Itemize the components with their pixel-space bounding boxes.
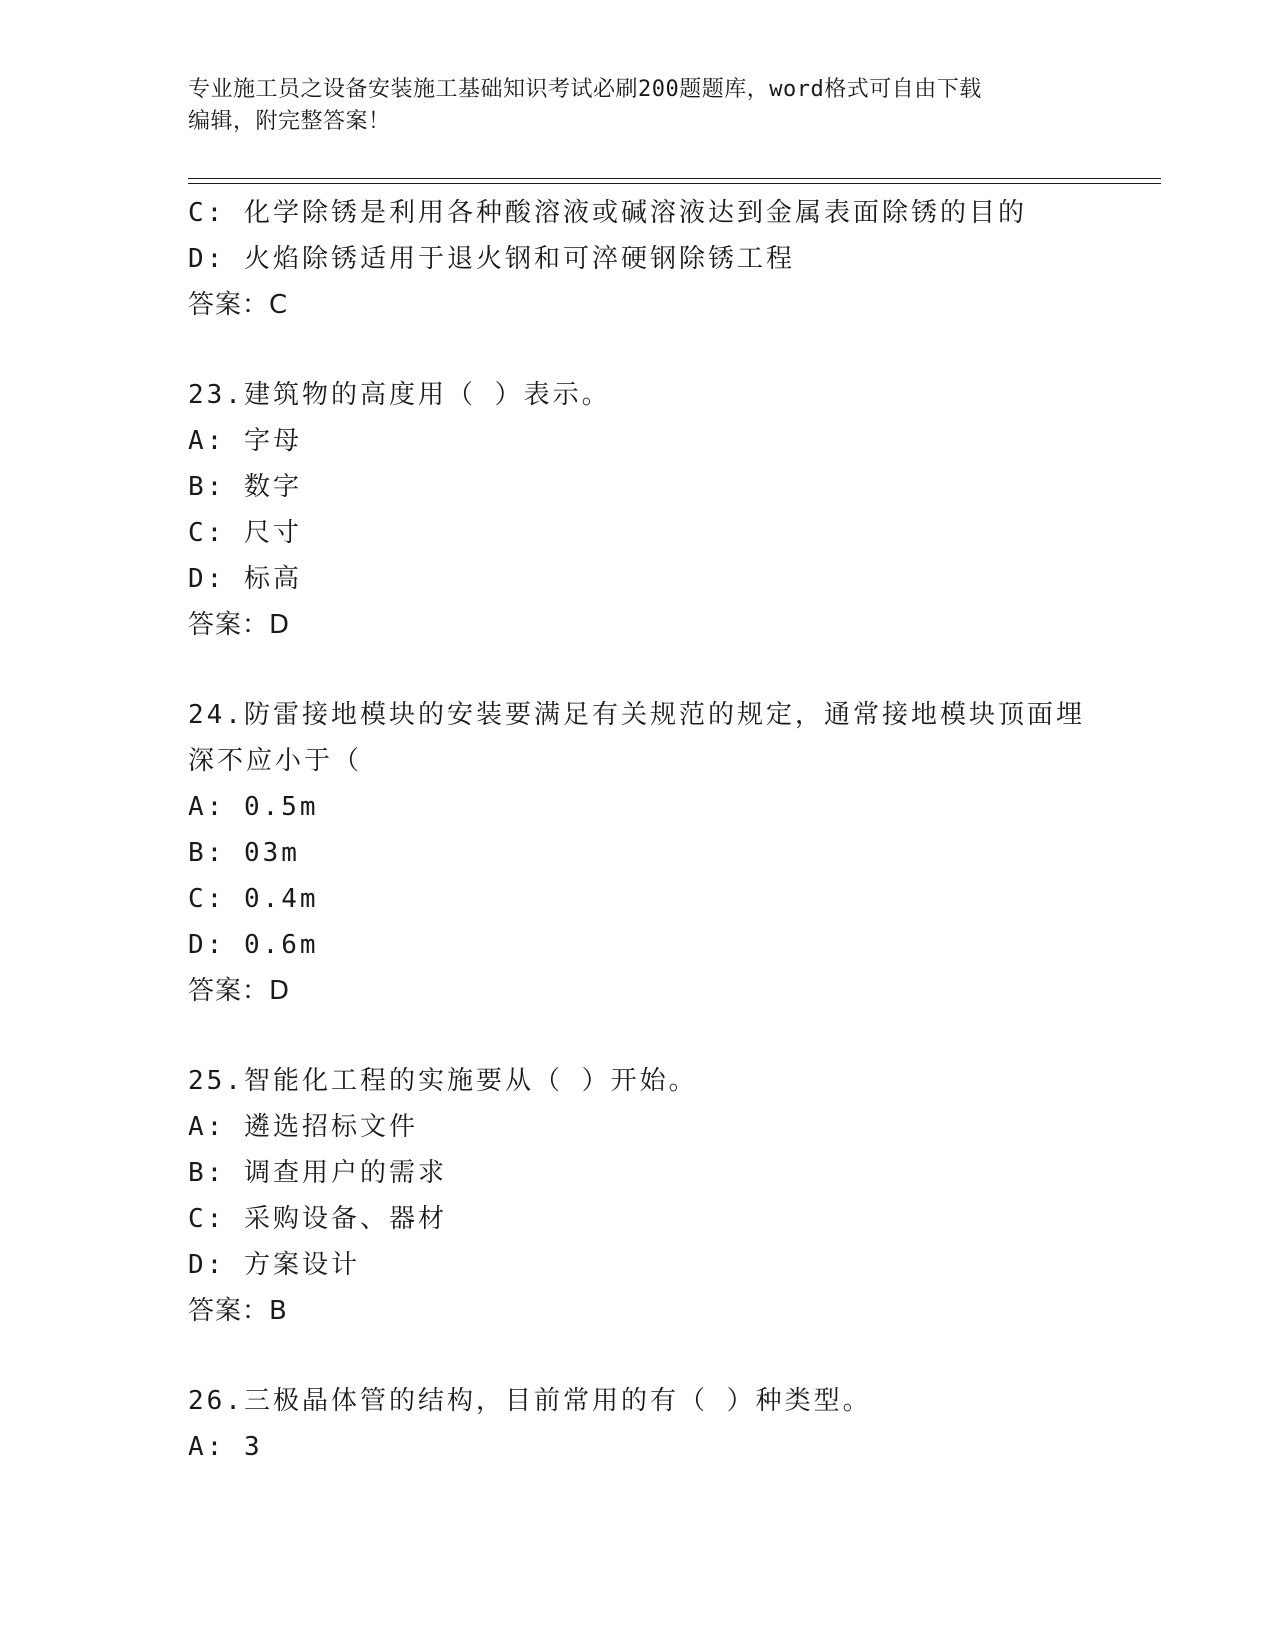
header-divider-top bbox=[188, 178, 1161, 179]
question-26 bbox=[188, 1378, 1088, 1470]
option-d: D: 0.6m bbox=[188, 930, 319, 960]
question-text-line-1: 24.防雷接地模块的安装要满足有关规范的规定，通常接地模块顶面埋 bbox=[188, 700, 1085, 730]
answer: 答案：D bbox=[188, 976, 291, 1006]
option-d: D: 火焰除锈适用于退火钢和可淬硬钢除锈工程 bbox=[188, 244, 795, 274]
question-23 bbox=[188, 372, 1088, 648]
question-text-line-2: 深不应小于（ bbox=[188, 746, 363, 776]
option-c: C: 化学除锈是利用各种酸溶液或碱溶液达到金属表面除锈的目的 bbox=[188, 198, 1027, 228]
option-d: D: 标高 bbox=[188, 564, 302, 594]
header-line-2: 编辑，附完整答案！ bbox=[188, 109, 391, 134]
question-22-tail bbox=[188, 190, 1088, 328]
option-a: A: 字母 bbox=[188, 426, 302, 456]
option-c: C: 采购设备、器材 bbox=[188, 1204, 447, 1234]
question-25 bbox=[188, 1058, 1088, 1334]
option-a: A: 3 bbox=[188, 1432, 263, 1462]
question-text: 23.建筑物的高度用（ ）表示。 bbox=[188, 380, 611, 410]
option-a: A: 0.5m bbox=[188, 792, 319, 822]
option-b: B: 03m bbox=[188, 838, 300, 868]
option-b: B: 调查用户的需求 bbox=[188, 1158, 447, 1188]
question-list bbox=[188, 190, 1088, 1470]
option-d: D: 方案设计 bbox=[188, 1250, 360, 1280]
answer: 答案：C bbox=[188, 290, 289, 320]
question-24 bbox=[188, 692, 1088, 1014]
question-text: 25.智能化工程的实施要从（ ）开始。 bbox=[188, 1066, 698, 1096]
document-header bbox=[188, 74, 1088, 138]
option-c: C: 0.4m bbox=[188, 884, 319, 914]
answer: 答案：B bbox=[188, 1296, 288, 1326]
question-text: 26.三极晶体管的结构，目前常用的有（ ）种类型。 bbox=[188, 1386, 872, 1416]
answer: 答案：D bbox=[188, 610, 291, 640]
option-b: B: 数字 bbox=[188, 472, 302, 502]
option-a: A: 遴选招标文件 bbox=[188, 1112, 418, 1142]
header-line-1: 专业施工员之设备安装施工基础知识考试必刷200题题库，word格式可自由下载 bbox=[188, 77, 982, 102]
header-divider-bottom bbox=[188, 183, 1161, 184]
option-c: C: 尺寸 bbox=[188, 518, 302, 548]
